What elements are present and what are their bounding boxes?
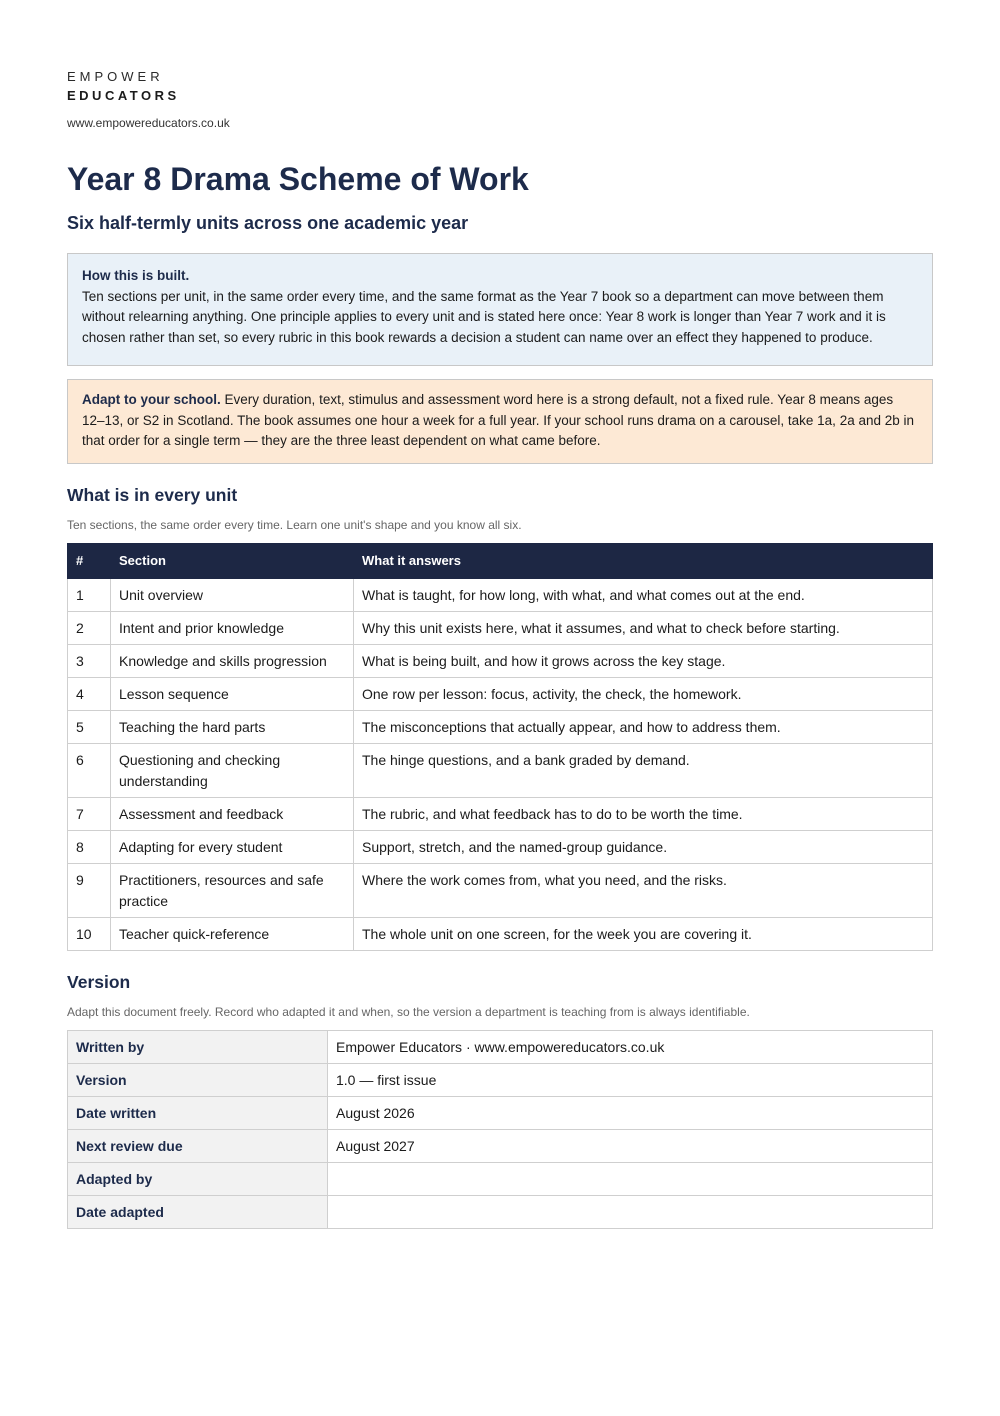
column-header-number: #: [68, 543, 111, 578]
row-answers: The misconceptions that actually appear, and how to address them.: [354, 710, 933, 743]
table-row: [68, 644, 933, 677]
version-section-heading: Version: [67, 971, 131, 992]
row-section: Assessment and feedback: [111, 797, 354, 830]
version-value: Empower Educators · www.empowereducators.co.uk: [328, 1030, 933, 1063]
row-number: 5: [68, 710, 111, 743]
column-header-answers: What it answers: [354, 543, 933, 578]
row-answers: Why this unit exists here, what it assumes, and what to check before starting.: [354, 611, 933, 644]
row-number: 1: [68, 578, 111, 611]
table-row: [68, 830, 933, 863]
row-section: Teaching the hard parts: [111, 710, 354, 743]
version-value: August 2026: [328, 1096, 933, 1129]
version-table: [67, 1030, 933, 1229]
date-adapted-field[interactable]: [328, 1195, 933, 1228]
version-row: [68, 1030, 933, 1063]
row-number: 2: [68, 611, 111, 644]
version-label: Written by: [68, 1030, 328, 1063]
brand-name-line2: EDUCATORS: [67, 88, 180, 103]
row-answers: What is taught, for how long, with what, and what comes out at the end.: [354, 578, 933, 611]
unit-section-heading: What is in every unit: [67, 484, 238, 505]
version-label: Adapted by: [68, 1162, 328, 1195]
row-answers: What is being built, and how it grows across the key stage.: [354, 644, 933, 677]
row-number: 6: [68, 743, 111, 797]
unit-sections-table: [67, 543, 933, 951]
adapted-by-field[interactable]: [328, 1162, 933, 1195]
adapt-body: Every duration, text, stimulus and assessment word here is a strong default, not a fixed rule. Year 8 means ages 12–13, or S2 in Scotland. The book assumes one hour a week for a full year. If your school runs drama on a carousel, take 1a, 2a and 2b in that order for a single term — they are the three least dependent on what came before.: [82, 392, 915, 448]
how-built-title: How this is built.: [82, 268, 190, 283]
row-answers: Where the work comes from, what you need, and the risks.: [354, 863, 933, 917]
brand-url: www.empowereducators.co.uk: [67, 116, 230, 130]
version-label: Date adapted: [68, 1195, 328, 1228]
row-number: 8: [68, 830, 111, 863]
row-number: 9: [68, 863, 111, 917]
version-row: [68, 1096, 933, 1129]
table-row: [68, 917, 933, 950]
table-row: [68, 578, 933, 611]
row-answers: The rubric, and what feedback has to do to be worth the time.: [354, 797, 933, 830]
version-label: Version: [68, 1063, 328, 1096]
row-answers: One row per lesson: focus, activity, the check, the homework.: [354, 677, 933, 710]
row-section: Knowledge and skills progression: [111, 644, 354, 677]
row-answers: Support, stretch, and the named-group guidance.: [354, 830, 933, 863]
table-header-row: [68, 543, 933, 578]
table-row: [68, 677, 933, 710]
version-row: [68, 1195, 933, 1228]
page-subtitle: Six half-termly units across one academic year: [67, 213, 469, 233]
brand-name-line1: EMPOWER: [67, 69, 164, 84]
version-value: August 2027: [328, 1129, 933, 1162]
version-label: Date written: [68, 1096, 328, 1129]
table-row: [68, 797, 933, 830]
version-row: [68, 1162, 933, 1195]
row-number: 7: [68, 797, 111, 830]
version-section-note: Adapt this document freely. Record who adapted it and when, so the version a department is teaching from is always identifiable.: [67, 1004, 750, 1019]
adapt-title: Adapt to your school.: [82, 392, 221, 407]
row-section: Lesson sequence: [111, 677, 354, 710]
adapt-callout: [67, 379, 933, 464]
row-answers: The whole unit on one screen, for the week you are covering it.: [354, 917, 933, 950]
how-built-callout: [67, 253, 933, 366]
row-number: 3: [68, 644, 111, 677]
row-number: 4: [68, 677, 111, 710]
table-row: [68, 743, 933, 797]
row-answers: The hinge questions, and a bank graded by demand.: [354, 743, 933, 797]
version-value: 1.0 — first issue: [328, 1063, 933, 1096]
version-row: [68, 1063, 933, 1096]
version-row: [68, 1129, 933, 1162]
row-section: Intent and prior knowledge: [111, 611, 354, 644]
table-row: [68, 710, 933, 743]
row-section: Questioning and checking understanding: [111, 743, 354, 797]
row-section: Teacher quick-reference: [111, 917, 354, 950]
row-section: Adapting for every student: [111, 830, 354, 863]
page-title: Year 8 Drama Scheme of Work: [67, 161, 529, 197]
table-row: [68, 863, 933, 917]
version-label: Next review due: [68, 1129, 328, 1162]
row-section: Unit overview: [111, 578, 354, 611]
row-section: Practitioners, resources and safe practice: [111, 863, 354, 917]
table-row: [68, 611, 933, 644]
how-built-body: Ten sections per unit, in the same order every time, and the same format as the Year 7 book so a department can move between them without relearning anything. One principle applies to every unit and is stated here once: Year 8 work is longer than Year 7 work and it is chosen rather than set, so every rubric in this book rewards a decision a student can name over an effect they happened to produce.: [82, 288, 886, 345]
brand-block: [67, 0, 933, 131]
column-header-section: Section: [111, 543, 354, 578]
row-number: 10: [68, 917, 111, 950]
unit-section-note: Ten sections, the same order every time. Learn one unit's shape and you know all six.: [67, 517, 522, 532]
